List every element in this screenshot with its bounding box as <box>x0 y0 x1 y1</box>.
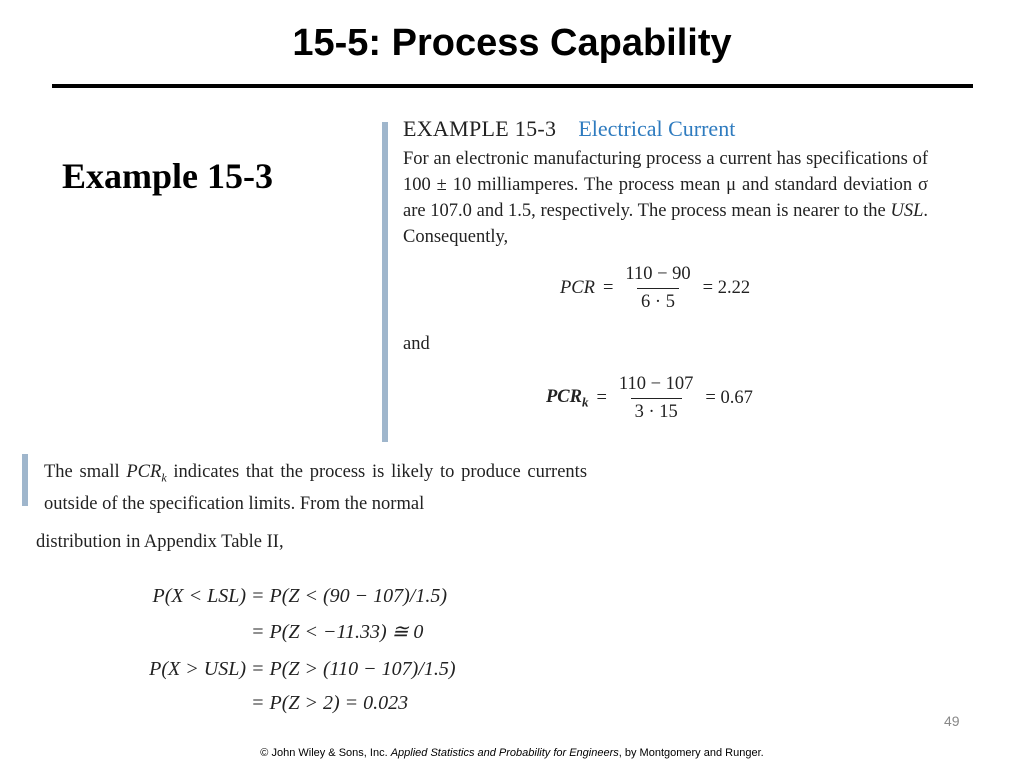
example-intro <box>403 146 928 250</box>
pcrk-equation: $PCR_k$ = $\frac{110 - 107}{3 \cdot 15}$ = 0.67 <box>546 374 753 422</box>
footer-book-title: Applied Statistics and Probability for Engineers <box>390 747 619 759</box>
pcrk-fraction <box>615 374 698 423</box>
pcr-denominator: 6 · 5 <box>637 288 679 313</box>
pcr-fraction <box>621 264 694 313</box>
pcrk-denominator: 3 · 15 <box>631 398 682 423</box>
page-number: 49 <box>944 713 960 729</box>
pcr-equation: PCR = $\frac{110 - 90}{6 \cdot 5}$ = 2.22 <box>560 264 751 312</box>
example-label: EXAMPLE 15-3 <box>403 116 557 141</box>
prob-line-3: P(X > USL) = P(Z > (110 − 107)/1.5) <box>149 658 456 680</box>
example-title: Electrical Current <box>578 116 736 141</box>
side-heading: Example 15-3 <box>62 156 273 196</box>
example-intro-text: For an electronic manufacturing process a current has specifications of 100 ± 10 milliamperes. The process mean μ and standard deviation σ are 107.0 and 1.5, respectively. The process mean is nearer to the <box>403 149 928 221</box>
followup-pcrk: $PCR_k$ <box>126 462 167 485</box>
pcrk-subscript: k <box>581 394 589 410</box>
prob-line-1: P(X < LSL) = P(Z < (90 − 107)/1.5) <box>152 585 448 607</box>
pcrk-numerator: 110 − 107 <box>618 374 694 394</box>
slide-title: 15-5: Process Capability <box>292 22 732 64</box>
pcrk-result: = 0.67 <box>705 388 753 408</box>
pcr-label: PCR <box>560 278 595 298</box>
example-intro-end: . Consequently, <box>403 201 929 247</box>
pcrk-label: $PCR_k$ <box>546 386 589 410</box>
followup-accent-bar <box>22 454 28 506</box>
pcr-numerator: 110 − 90 <box>625 264 691 284</box>
pcr-result: = 2.22 <box>702 278 751 298</box>
example-accent-bar <box>382 122 388 442</box>
footer-citation: © John Wiley & Sons, Inc. Applied Statistics and Probability for Engineers, by Montgomery and Runger. <box>260 747 764 759</box>
followup-paragraph: The small $PCR_k$ indicates that the process is likely to produce currents outside of the specification limits. From the normal <box>44 462 588 514</box>
followup-distribution-text: distribution in Appendix Table II, <box>36 532 284 552</box>
example-header <box>403 116 735 142</box>
title-divider <box>52 84 973 88</box>
prob-line-4: = P(Z > 2) = 0.023 <box>251 692 409 714</box>
example-intro-usl: USL <box>890 201 924 221</box>
and-word: and <box>403 334 430 354</box>
prob-line-2: = P(Z < −11.33) ≅ 0 <box>251 621 424 643</box>
